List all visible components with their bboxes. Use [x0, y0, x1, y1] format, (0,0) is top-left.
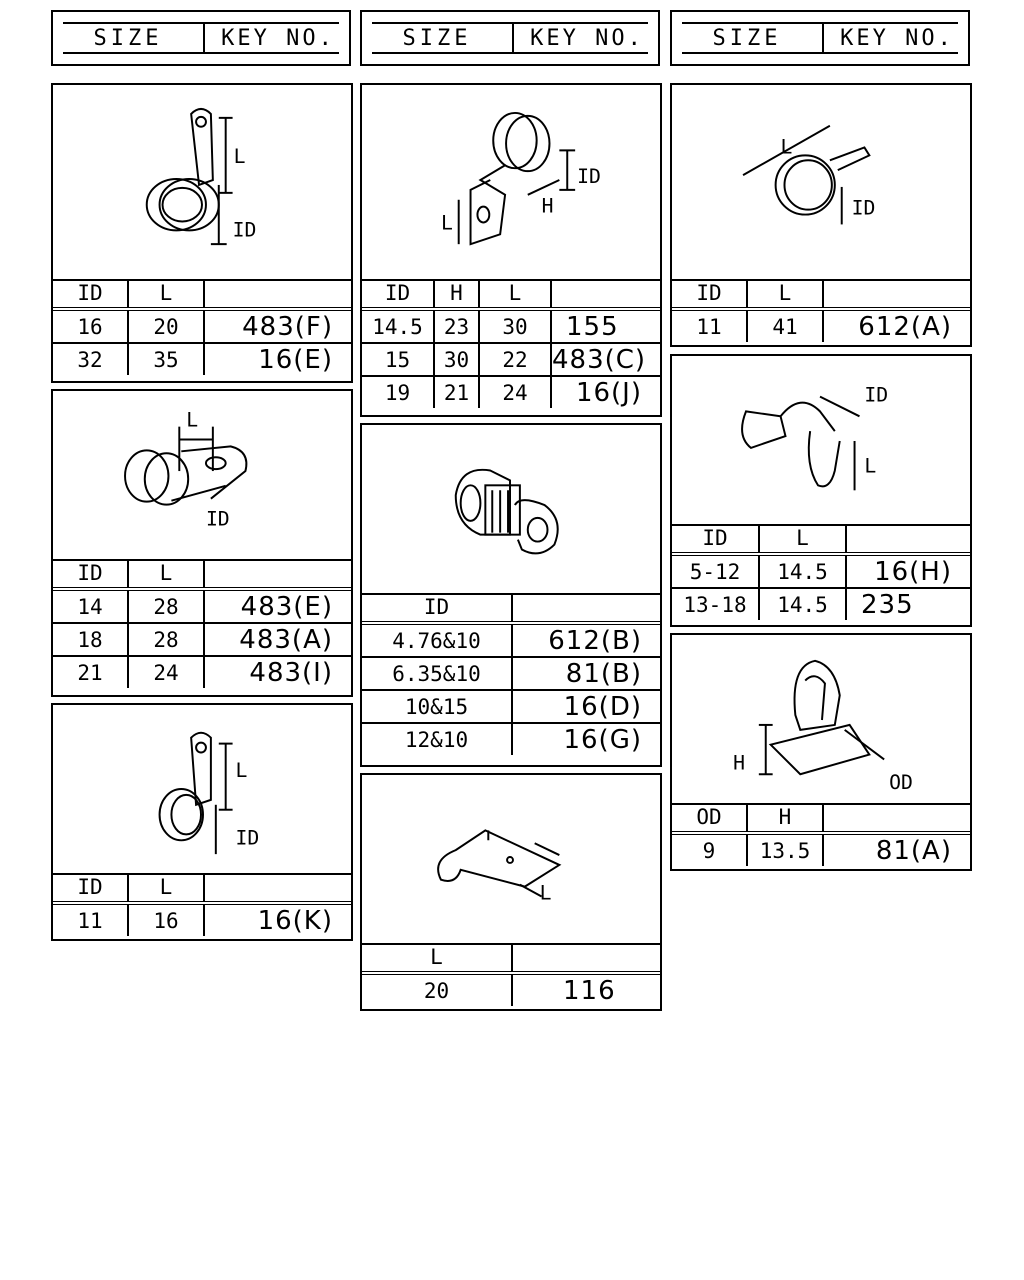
key-no-label: KEY NO.	[221, 26, 335, 51]
key-no-label: KEY NO.	[530, 26, 644, 51]
dim-h-label: H	[541, 194, 554, 218]
table-row: 15 30 22 483(C)	[362, 343, 660, 376]
col-id: ID	[672, 524, 759, 554]
clip-illustration	[672, 85, 970, 281]
clip-panel-6	[360, 773, 662, 1011]
dim-l-label: L	[440, 211, 453, 235]
dim-id-label: ID	[235, 826, 260, 850]
size-label: SIZE	[93, 26, 163, 51]
dim-l-label: L	[539, 881, 552, 905]
key-no-label: KEY NO.	[840, 26, 954, 51]
col-id: ID	[362, 279, 434, 309]
dim-l-label: L	[864, 454, 877, 478]
table-row: 16 20 483(F)	[53, 309, 351, 343]
table-row: 13-18 14.5 235	[672, 588, 970, 620]
col-id: ID	[53, 279, 128, 309]
col-l: L	[128, 559, 204, 589]
clip-panel-1	[51, 83, 353, 383]
col-l: L	[759, 524, 846, 554]
dim-l-label: L	[235, 759, 248, 783]
col-l: L	[362, 943, 512, 973]
table-row: 6.35&10 81(B)	[362, 657, 660, 690]
table-row: 32 35 16(E)	[53, 343, 351, 375]
header-col-2	[360, 10, 660, 66]
clip-table	[53, 559, 351, 688]
header-col-1	[51, 10, 351, 66]
dim-l-label: L	[233, 145, 246, 169]
dim-id-label: ID	[232, 218, 257, 242]
table-row: 21 24 483(I)	[53, 656, 351, 688]
col-id: ID	[672, 279, 747, 309]
clip-panel-2	[51, 389, 353, 697]
clip-table	[672, 279, 970, 342]
header-col-3	[670, 10, 970, 66]
dim-od-label: OD	[889, 771, 913, 795]
clip-table	[53, 279, 351, 375]
clip-table	[362, 279, 660, 408]
clip-panel-4	[360, 83, 662, 417]
col-od: OD	[672, 803, 747, 833]
clip-table	[672, 524, 970, 620]
table-row: 12&10 16(G)	[362, 723, 660, 755]
dim-h-label: H	[733, 751, 746, 775]
clip-table	[672, 803, 970, 866]
dim-l-label: L	[186, 408, 199, 432]
table-row: 18 28 483(A)	[53, 623, 351, 656]
clip-illustration	[672, 635, 970, 805]
table-row: 9 13.5 81(A)	[672, 833, 970, 866]
col-h: H	[747, 803, 823, 833]
col-l: L	[128, 279, 204, 309]
table-row: 14.5 23 30 155	[362, 309, 660, 343]
col-id: ID	[53, 873, 128, 903]
clip-panel-3	[51, 703, 353, 941]
dim-id-label: ID	[864, 383, 889, 407]
col-l: L	[747, 279, 823, 309]
clip-illustration	[362, 775, 660, 945]
clip-illustration	[53, 391, 351, 561]
clip-table	[53, 873, 351, 936]
clip-panel-9	[670, 633, 972, 871]
table-row: 20 116	[362, 973, 660, 1006]
col-h: H	[434, 279, 479, 309]
size-label: SIZE	[712, 26, 782, 51]
col-l: L	[128, 873, 204, 903]
clip-illustration	[362, 425, 660, 595]
table-row: 5-12 14.5 16(H)	[672, 554, 970, 588]
clip-illustration	[53, 85, 351, 281]
clip-table	[362, 593, 660, 755]
clip-panel-7	[670, 83, 972, 347]
table-row: 14 28 483(E)	[53, 589, 351, 623]
table-row: 4.76&10 612(B)	[362, 623, 660, 657]
dim-l-label: L	[780, 135, 793, 159]
table-row: 19 21 24 16(J)	[362, 376, 660, 408]
clip-illustration	[672, 356, 970, 526]
clip-illustration	[362, 85, 660, 281]
table-row: 11 41 612(A)	[672, 309, 970, 342]
clip-panel-5	[360, 423, 662, 767]
dim-id-label: ID	[205, 507, 230, 531]
table-row: 10&15 16(D)	[362, 690, 660, 723]
col-id: ID	[362, 593, 512, 623]
table-row: 11 16 16(K)	[53, 903, 351, 936]
dim-id-label: ID	[851, 196, 876, 220]
clip-table	[362, 943, 660, 1006]
size-label: SIZE	[402, 26, 472, 51]
clip-illustration	[53, 705, 351, 875]
col-l: L	[479, 279, 551, 309]
clip-panel-8	[670, 354, 972, 627]
col-id: ID	[53, 559, 128, 589]
dim-id-label: ID	[577, 164, 601, 188]
